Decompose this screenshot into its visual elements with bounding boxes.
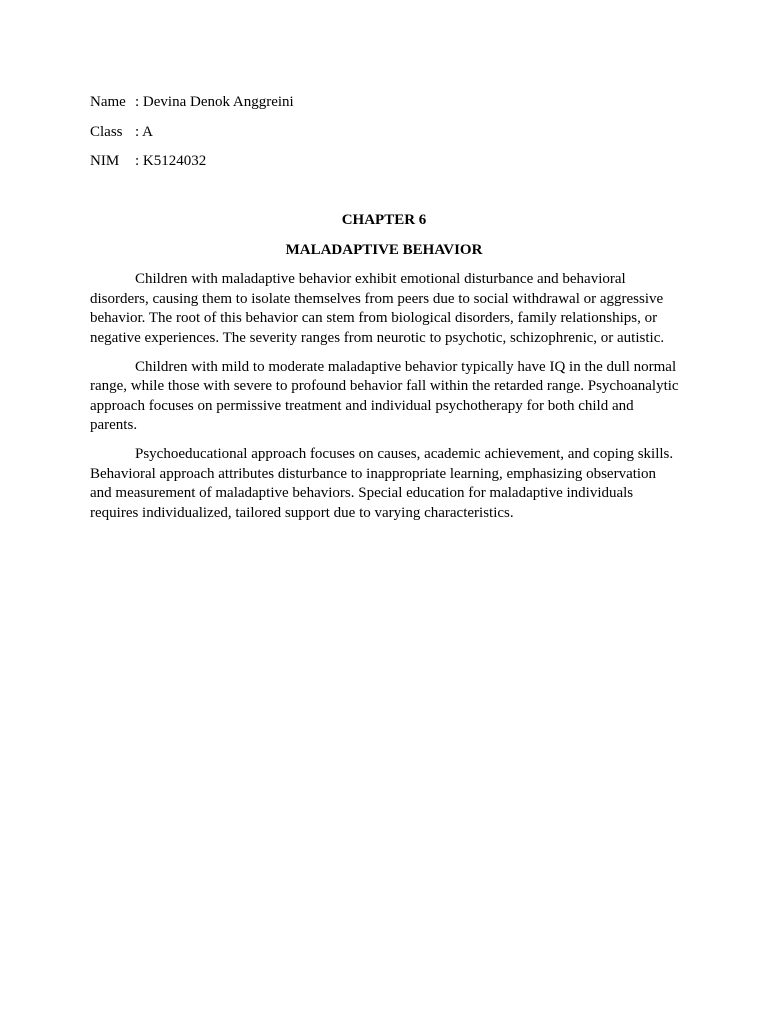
paragraph: Psychoeducational approach focuses on causes, academic achievement, and coping skills. Behavioral approach attributes disturbance to inappropriate learning, emphasizing observation and measurement of maladaptive behaviors. Special education for maladaptive individuals requires individualized, tailored support due to varying characteristics. (90, 446, 674, 521)
chapter-title: MALADAPTIVE BEHAVIOR (285, 242, 483, 258)
nim-label: NIM (90, 153, 120, 169)
nim-value: : K5124032 (135, 153, 207, 169)
class-label: Class (90, 123, 123, 140)
chapter-heading (90, 210, 678, 270)
nim-row (90, 151, 680, 171)
paragraph: Children with maladaptive behavior exhibit emotional disturbance and behavioral disorders, causing them to isolate themselves from peers due to social withdrawal or aggressive behavior. The root of this behavior can stem from biological disorders, family relationships, or negative experiences. The severity ranges from neurotic to psychotic, schizophrenic, or autistic. (90, 271, 665, 346)
class-row (90, 122, 680, 142)
name-value: : Devina Denok Anggreini (135, 94, 294, 110)
name-label: Name (90, 94, 126, 110)
name-row (90, 92, 680, 112)
chapter-body (90, 270, 680, 533)
paragraph: Children with mild to moderate maladaptive behavior typically have IQ in the dull normal range, while those with severe to profound behavior fall within the retarded range. Psychoanalytic approach focuses on permissive treatment and individual psychotherapy for both child and parents. (90, 358, 679, 433)
chapter-number: CHAPTER 6 (341, 212, 427, 228)
class-value: : A (135, 123, 153, 140)
student-info (90, 92, 680, 181)
